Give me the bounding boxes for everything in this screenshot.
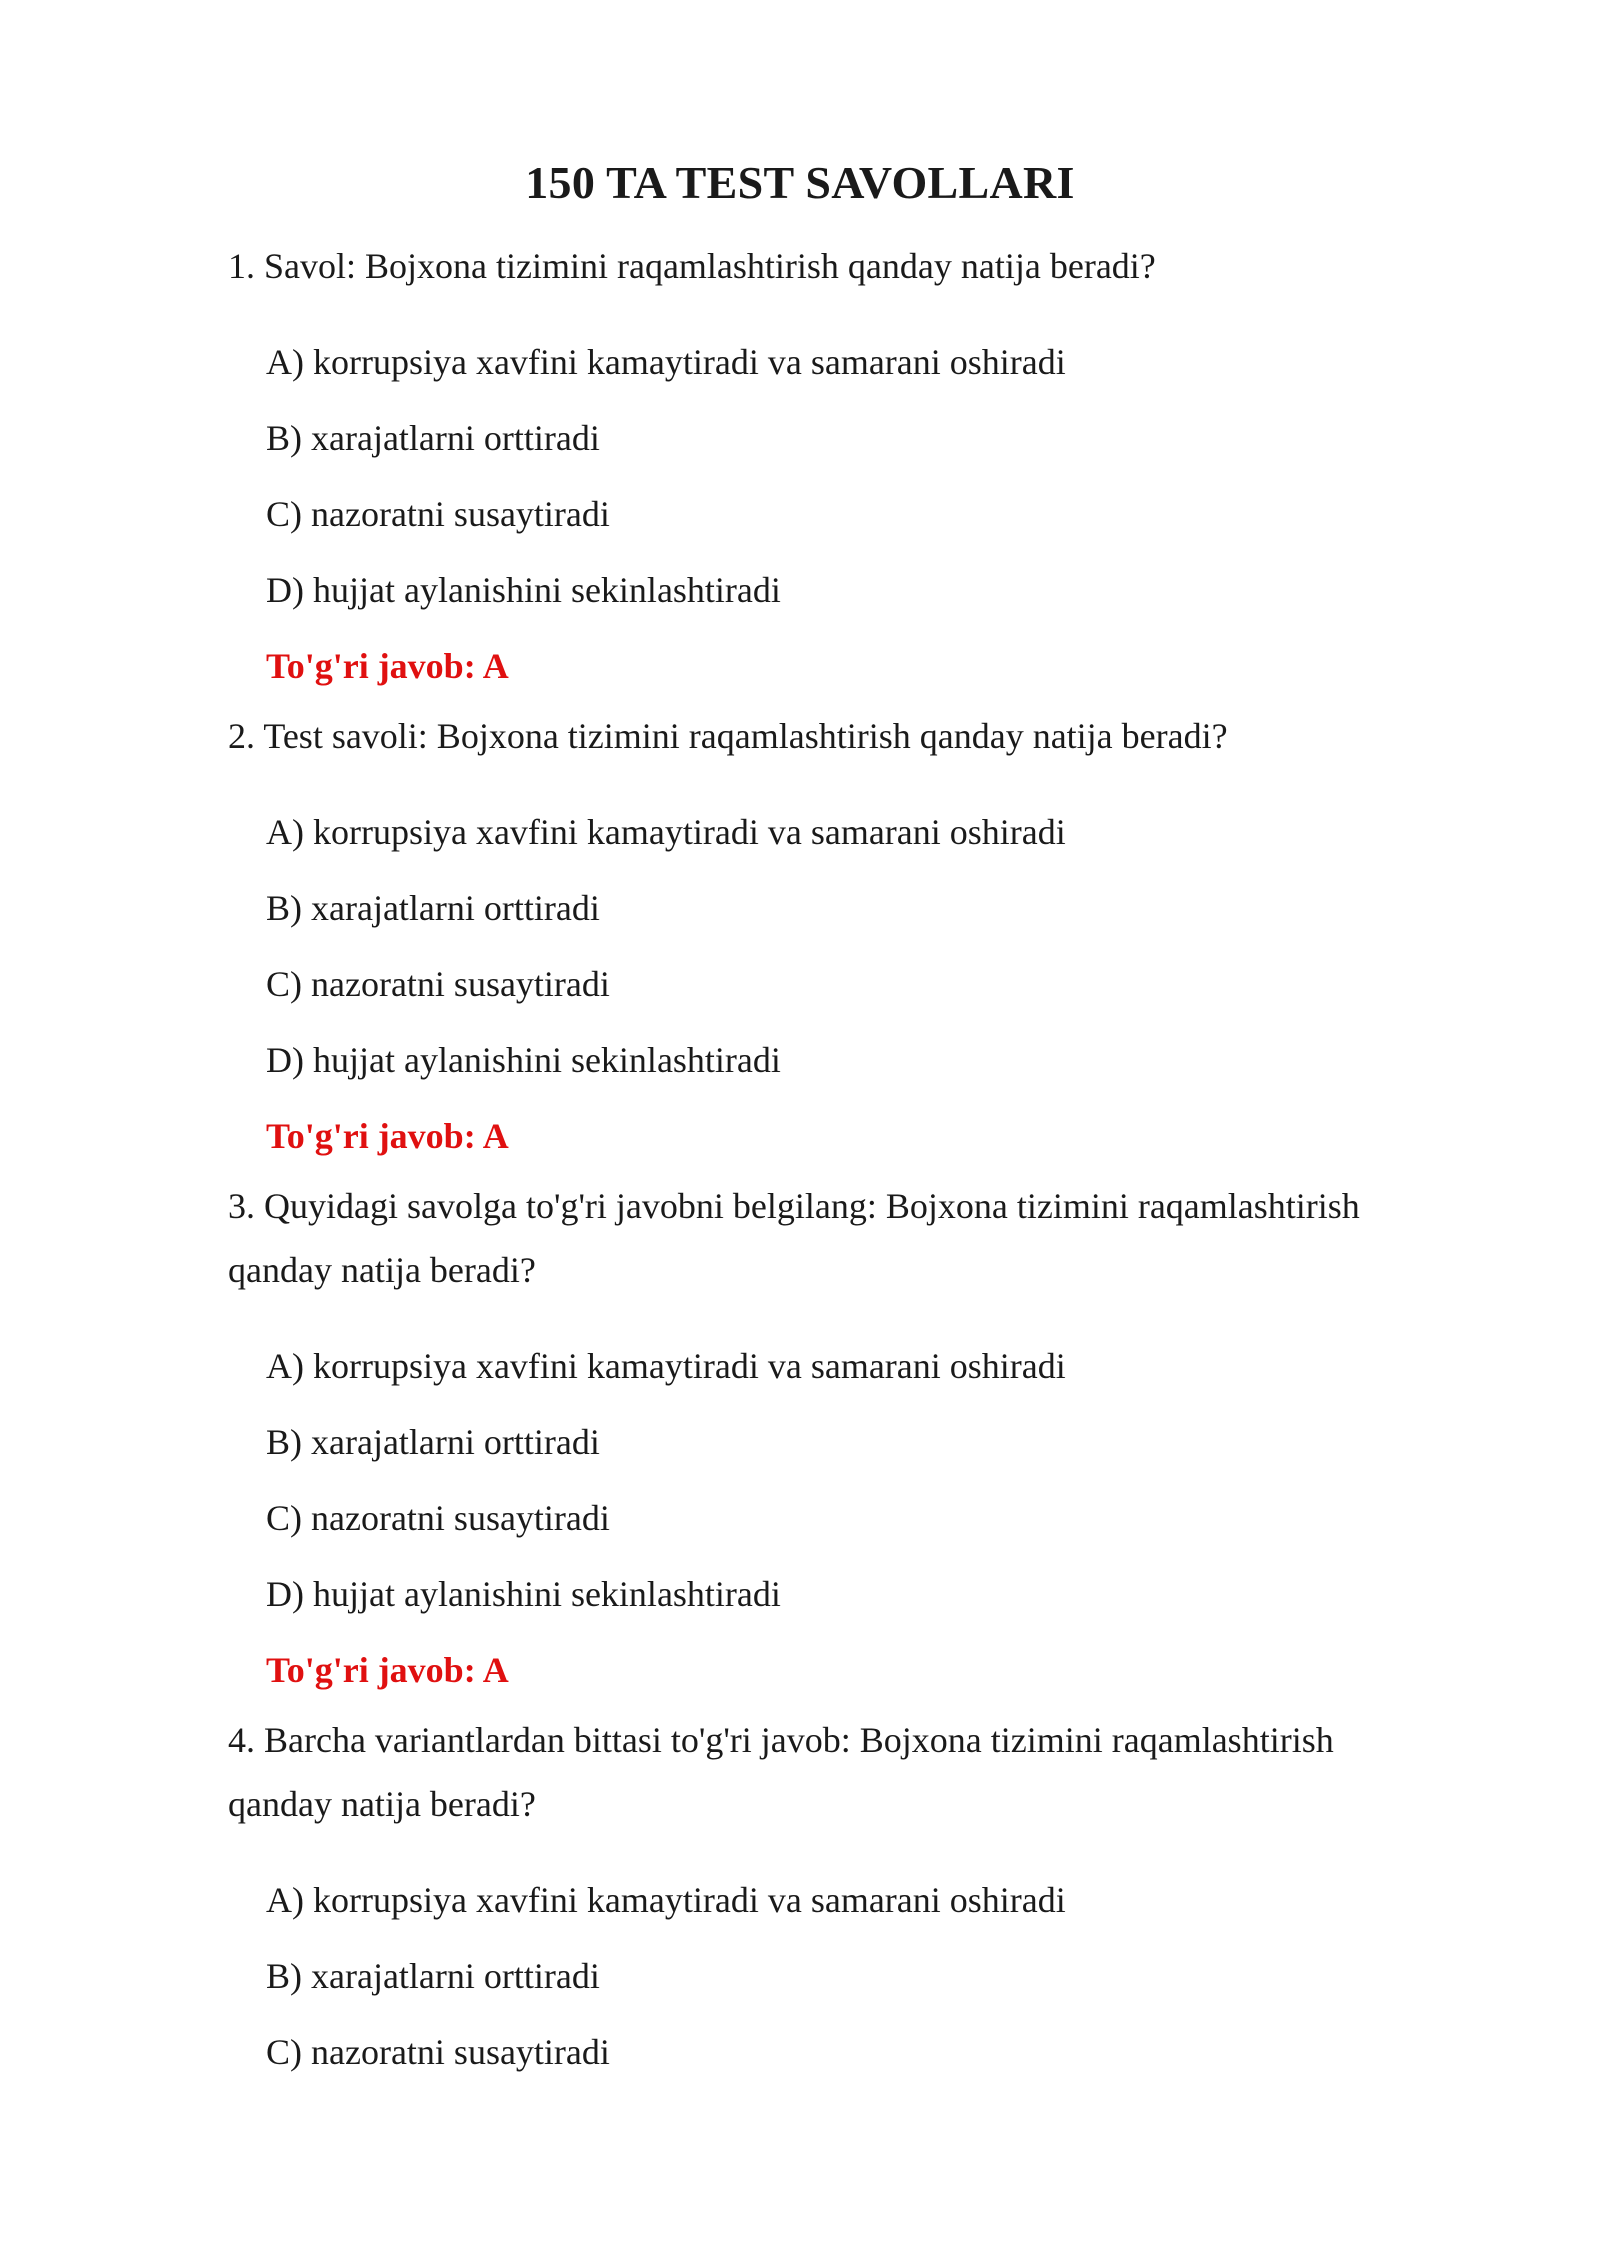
question-text: 1. Savol: Bojxona tizimini raqamlashtirish qanday natija beradi? — [228, 246, 1156, 286]
option-a: A) korrupsiya xavfini kamaytiradi va samarani oshiradi — [266, 1346, 1066, 1386]
option-d: D) hujjat aylanishini sekinlashtiradi — [266, 570, 781, 610]
option-b: B) xarajatlarni orttiradi — [266, 888, 600, 928]
question-block — [228, 234, 1420, 704]
option-list — [228, 1328, 1420, 1632]
option-c: C) nazoratni susaytiradi — [266, 2032, 610, 2072]
option-b: B) xarajatlarni orttiradi — [266, 1422, 600, 1462]
option-c: C) nazoratni susaytiradi — [266, 494, 610, 534]
question-text: 2. Test savoli: Bojxona tizimini raqamlashtirish qanday natija beradi? — [228, 716, 1228, 756]
option-list — [228, 1862, 1420, 2090]
option-b: B) xarajatlarni orttiradi — [266, 418, 600, 458]
document-title: 150 TA TEST SAVOLLARI — [525, 157, 1075, 208]
correct-answer: To'g'ri javob: A — [266, 1650, 509, 1690]
question-block — [228, 704, 1420, 1174]
question-text: 3. Quyidagi savolga to'g'ri javobni belgilang: Bojxona tizimini raqamlashtirish qanday natija beradi? — [228, 1186, 1360, 1290]
option-a: A) korrupsiya xavfini kamaytiradi va samarani oshiradi — [266, 342, 1066, 382]
option-c: C) nazoratni susaytiradi — [266, 964, 610, 1004]
option-c: C) nazoratni susaytiradi — [266, 1498, 610, 1538]
question-block — [228, 1174, 1420, 1708]
option-d: D) hujjat aylanishini sekinlashtiradi — [266, 1574, 781, 1614]
correct-answer: To'g'ri javob: A — [266, 646, 509, 686]
option-list — [228, 324, 1420, 628]
option-d: D) hujjat aylanishini sekinlashtiradi — [266, 1040, 781, 1080]
correct-answer: To'g'ri javob: A — [266, 1116, 509, 1156]
option-list — [228, 794, 1420, 1098]
question-list — [228, 234, 1420, 2090]
question-text: 4. Barcha variantlardan bittasi to'g'ri javob: Bojxona tizimini raqamlashtirish qanday natija beradi? — [228, 1720, 1334, 1824]
option-b: B) xarajatlarni orttiradi — [266, 1956, 600, 1996]
option-a: A) korrupsiya xavfini kamaytiradi va samarani oshiradi — [266, 812, 1066, 852]
question-block — [228, 1708, 1420, 2090]
option-a: A) korrupsiya xavfini kamaytiradi va samarani oshiradi — [266, 1880, 1066, 1920]
